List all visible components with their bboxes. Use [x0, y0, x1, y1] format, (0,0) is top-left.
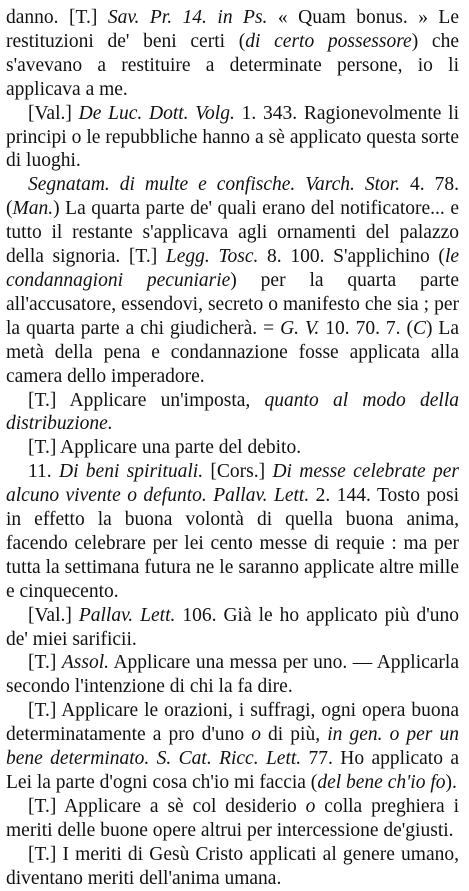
italic-run: o — [251, 724, 261, 746]
italic-run: in gen. o per un bene determinato. S. Cat. Ricc. Lett. — [6, 724, 459, 770]
italic-run: di certo possessore — [245, 30, 412, 52]
text-run: 4. 78. ( — [6, 174, 459, 220]
text-run: 11. — [28, 461, 59, 483]
paragraph-6 — [6, 604, 459, 652]
paragraph-8 — [6, 699, 459, 795]
italic-run: Di messe celebrate per alcuno vivente o defunto. Pallav. Lett. — [6, 461, 460, 507]
text-run: [T.] Applicare un'imposta, — [28, 389, 265, 411]
italic-run: De Luc. Dott. Volg. — [78, 102, 235, 124]
text-run: « Quam bonus. » Le restituzioni de' beni certi ( — [6, 7, 460, 52]
paragraph-9 — [6, 795, 459, 843]
italic-run: Assol. — [61, 652, 109, 674]
text-run: ) che s'avevano a restituire a determinate persone, io li applicava a me. — [6, 30, 459, 100]
text-run: [Cors.] — [203, 461, 273, 483]
text-run: [T.] Applicare le orazioni, i suffragi, ogni opera buona determinatamente a pro d'uno — [6, 700, 459, 746]
italic-run: Man. — [12, 198, 54, 220]
paragraph-5 — [6, 460, 459, 603]
text-run: ). — [445, 772, 457, 793]
paragraph-10 — [6, 843, 459, 891]
italic-run: del bene ch'io fo — [317, 772, 446, 793]
text-run: ) La metà della pena e condannazione fosse applicata alla camera dello imperadore. — [6, 317, 459, 387]
paragraph-7 — [6, 651, 459, 699]
text-run: ) La quarta parte de' quali erano del notificatore... e tutto il restante s'applicava agli ornamenti del palazzo della signoria. [T.] — [6, 198, 459, 268]
italic-run: quanto al modo della distribuzione. — [6, 389, 459, 435]
paragraph-4 — [6, 436, 459, 460]
text-run: 8. 100. S'applichino ( — [258, 246, 445, 268]
italic-run: Segnatam. di multe e confische. Varch. Stor. — [28, 174, 401, 196]
text-run: [Val.] — [28, 604, 79, 626]
text-run: 106. Già le ho applicato più d'uno de' miei sarificii. — [6, 604, 459, 650]
italic-run: le condannagioni pecuniarie — [6, 246, 460, 291]
text-run: Applicare una messa per uno. — Applicarla secondo l'intenzione di chi la fa dire. — [6, 652, 460, 698]
text-run: [T.] I meriti di Gesù Cristo applicati al genere umano, diventano meriti dell'anima umana. — [6, 843, 459, 889]
text-run: colla preghiera i meriti delle buone opere altrui per intercessione de'giusti. — [6, 795, 460, 841]
italic-run: Di beni spirituali. — [58, 461, 204, 483]
paragraph-0 — [6, 6, 459, 102]
paragraph-3 — [6, 389, 459, 437]
text-run: [T.] Applicare una parte del debito. — [28, 437, 302, 459]
paragraph-2 — [6, 173, 459, 388]
italic-run: Pallav. Lett. — [78, 604, 176, 626]
paragraph-1 — [6, 102, 459, 174]
text-run: 10. 70. 7. ( — [319, 317, 413, 339]
text-run: ) per la quarta parte all'accusatore, essendovi, secreto o manifesto che sia ; per la quarta parte a chi giudicherà. = — [6, 269, 459, 339]
text-run: di più, — [260, 724, 328, 746]
italic-run: C — [412, 317, 426, 339]
text-run: [T.] — [28, 652, 62, 674]
text-run: [Val.] — [28, 102, 79, 124]
text-run: 1. 343. Ragionevolmente li principi o le repubbliche hanno a sè applicato questa sorte di luoghi. — [6, 102, 459, 172]
text-run: 2. 144. Tosto posi in effetto la buona volontà di quella buona anima, facendo celebrare per lei cento messe di requie : ma per tutta la settimana futura ne le saranno applicate altre mille e cinquecento. — [6, 485, 459, 602]
italic-run: o — [305, 795, 316, 817]
italic-run: Sav. Pr. 14. in Ps. — [107, 7, 268, 28]
italic-run: G. V. — [280, 317, 320, 339]
text-run: danno. [T.] — [6, 7, 108, 28]
text-run: [T.] Applicare a sè col desiderio — [28, 795, 306, 817]
italic-run: Legg. Tosc. — [165, 246, 259, 268]
text-run: 77. Ho applicato a Lei la parte d'ogni cosa ch'io mi faccia ( — [6, 748, 459, 793]
